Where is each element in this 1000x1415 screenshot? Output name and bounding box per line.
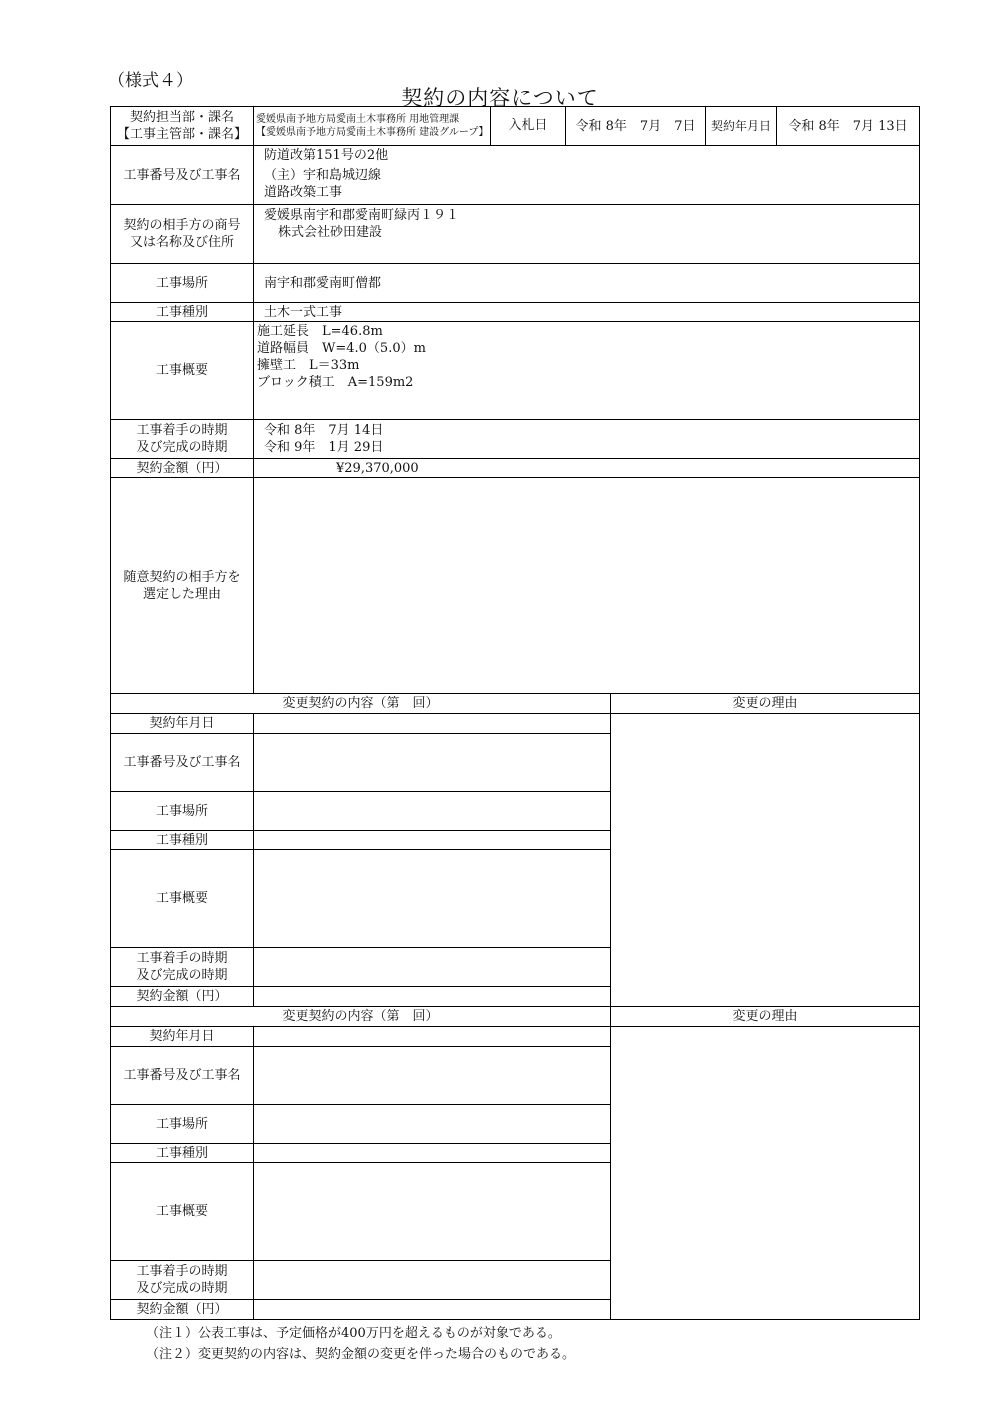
change-work-no-label: 工事番号及び工事名 — [123, 1068, 241, 1083]
form-number-label: （様式４） — [108, 71, 193, 91]
change-summary-label: 工事概要 — [155, 1204, 208, 1219]
change-type-label: 工事種別 — [155, 1145, 208, 1161]
change-1-period-label-cell — [110, 947, 254, 987]
party-label-line-2: 又は名称及び住所 — [129, 235, 234, 250]
work-no-label: 工事番号及び工事名 — [123, 167, 241, 183]
change-1-contract-date-value-cell — [253, 713, 611, 734]
period-value-cell — [253, 419, 920, 459]
contract-date-label-cell — [705, 106, 777, 146]
change-2-location-value-cell — [253, 1104, 611, 1144]
party-label-cell — [110, 204, 254, 264]
bid-date-label-cell — [490, 106, 566, 146]
change-heading: 変更契約の内容（第 回） — [282, 696, 439, 711]
change-location-label: 工事場所 — [155, 1116, 208, 1132]
change-2-type-value-cell — [253, 1143, 611, 1163]
summary-line: 擁壁工 L＝33m — [257, 358, 360, 373]
change-amount-label: 契約金額（円） — [136, 989, 228, 1004]
amount-value: ¥29,370,000 — [336, 460, 419, 476]
page-title: 契約の内容について — [401, 86, 599, 110]
change-2-contract-date-label-cell — [110, 1026, 254, 1047]
change-period-label-line-1: 工事着手の時期 — [136, 951, 228, 966]
change-1-location-label-cell — [110, 791, 254, 831]
location-value-cell — [253, 263, 920, 303]
location-value: 南宇和郡愛南町僧都 — [264, 275, 382, 291]
dept-label-line-2: 【工事主管部・課名】 — [116, 127, 247, 142]
change-2-period-label-cell — [110, 1260, 254, 1300]
work-no-line: 道路改築工事 — [264, 185, 343, 200]
party-value-cell — [253, 204, 920, 264]
dept-label-cell — [110, 106, 254, 146]
summary-label: 工事概要 — [155, 363, 208, 378]
change-contract-date-label: 契約年月日 — [149, 716, 215, 731]
change-1-amount-label-cell — [110, 986, 254, 1007]
period-start: 令和 8年 7月 14日 — [264, 423, 384, 438]
type-value-cell — [253, 302, 920, 322]
change-1-summary-value-cell — [253, 849, 611, 948]
summary-label-cell — [110, 321, 254, 420]
reason-label-line-2: 選定した理由 — [142, 586, 221, 602]
work-no-value-cell — [253, 145, 920, 205]
change-2-reason-value-cell — [610, 1026, 920, 1320]
summary-line: 施工延長 L=46.8m — [257, 324, 383, 339]
period-label-line-2: 及び完成の時期 — [136, 440, 228, 455]
dept-value-line-1: 愛媛県南予地方局愛南土木事務所 用地管理課 — [256, 114, 460, 125]
contract-form-table — [110, 106, 920, 1320]
change-reason-heading: 変更の理由 — [732, 1009, 798, 1024]
change-summary-label: 工事概要 — [155, 891, 208, 906]
dept-label-line-1: 契約担当部・課名 — [129, 110, 234, 125]
change-1-work-no-value-cell — [253, 733, 611, 792]
change-location-label: 工事場所 — [155, 803, 208, 819]
change-type-label: 工事種別 — [155, 832, 208, 848]
period-end: 令和 9年 1月 29日 — [264, 440, 384, 455]
change-2-heading-cell — [110, 1006, 611, 1027]
change-1-type-label-cell — [110, 830, 254, 850]
change-2-amount-value-cell — [253, 1299, 611, 1320]
type-label: 工事種別 — [155, 304, 208, 320]
change-1-location-value-cell — [253, 791, 611, 831]
change-1-contract-date-label-cell — [110, 713, 254, 734]
party-label-line-1: 契約の相手方の商号 — [123, 218, 241, 233]
change-2-type-label-cell — [110, 1143, 254, 1163]
change-1-heading-cell — [110, 693, 611, 714]
change-2-work-no-label-cell — [110, 1046, 254, 1105]
change-1-work-no-label-cell — [110, 733, 254, 792]
bid-date-value-cell — [565, 106, 706, 146]
amount-label-cell — [110, 458, 254, 478]
contract-date-value-cell — [776, 106, 920, 146]
period-label-line-1: 工事着手の時期 — [136, 423, 228, 438]
summary-line: 道路幅員 W=4.0（5.0）m — [257, 341, 426, 356]
dept-value-line-2: 【愛媛県南予地方局愛南土木事務所 建設グループ】 — [256, 127, 489, 138]
change-2-location-label-cell — [110, 1104, 254, 1144]
footnote-1: （注１）公表工事は、予定価格が400万円を超えるものが対象である。 — [146, 1326, 561, 1341]
contract-date-label: 契約年月日 — [710, 118, 771, 133]
period-label-cell — [110, 419, 254, 459]
change-2-period-value-cell — [253, 1260, 611, 1300]
reason-label-cell — [110, 477, 254, 694]
change-2-work-no-value-cell — [253, 1046, 611, 1105]
change-reason-heading: 変更の理由 — [732, 696, 798, 711]
type-value: 土木一式工事 — [264, 304, 343, 320]
change-1-summary-label-cell — [110, 849, 254, 948]
change-2-reason-heading-cell — [610, 1006, 920, 1027]
summary-line: ブロック積工 A=159m2 — [257, 375, 414, 390]
change-2-contract-date-value-cell — [253, 1026, 611, 1047]
reason-label-line-1: 随意契約の相手方を — [123, 569, 241, 585]
change-1-reason-heading-cell — [610, 693, 920, 714]
dept-value-cell — [253, 106, 491, 146]
party-company-name: 株式会社砂田建設 — [278, 225, 383, 240]
party-address: 愛媛県南宇和郡愛南町緑丙１９１ — [264, 208, 460, 223]
amount-value-cell — [253, 458, 920, 478]
change-contract-date-label: 契約年月日 — [149, 1029, 215, 1044]
change-work-no-label: 工事番号及び工事名 — [123, 755, 241, 770]
change-period-label-line-1: 工事着手の時期 — [136, 1264, 228, 1279]
change-period-label-line-2: 及び完成の時期 — [136, 1281, 228, 1296]
type-label-cell — [110, 302, 254, 322]
bid-date-label: 入札日 — [508, 118, 548, 133]
footnote-2: （注２）変更契約の内容は、契約金額の変更を伴った場合のものである。 — [146, 1347, 576, 1362]
contract-date-value: 令和 8年 7月 13日 — [788, 118, 908, 134]
work-no-label-cell — [110, 145, 254, 205]
change-heading: 変更契約の内容（第 回） — [282, 1009, 439, 1024]
change-2-summary-value-cell — [253, 1162, 611, 1261]
change-1-type-value-cell — [253, 830, 611, 850]
change-1-amount-value-cell — [253, 986, 611, 1007]
summary-value-cell — [253, 321, 920, 420]
bid-date-value: 令和 8年 7月 7日 — [575, 118, 696, 134]
work-no-line: 防道改第151号の2他 — [264, 148, 389, 163]
change-1-reason-value-cell — [610, 713, 920, 1007]
location-label: 工事場所 — [155, 275, 208, 291]
change-period-label-line-2: 及び完成の時期 — [136, 968, 228, 983]
reason-value-cell — [253, 477, 920, 694]
work-no-line: （主）宇和島城辺線 — [264, 168, 382, 183]
change-1-period-value-cell — [253, 947, 611, 987]
location-label-cell — [110, 263, 254, 303]
change-2-amount-label-cell — [110, 1299, 254, 1320]
change-2-summary-label-cell — [110, 1162, 254, 1261]
amount-label: 契約金額（円） — [136, 460, 228, 476]
change-amount-label: 契約金額（円） — [136, 1302, 228, 1317]
